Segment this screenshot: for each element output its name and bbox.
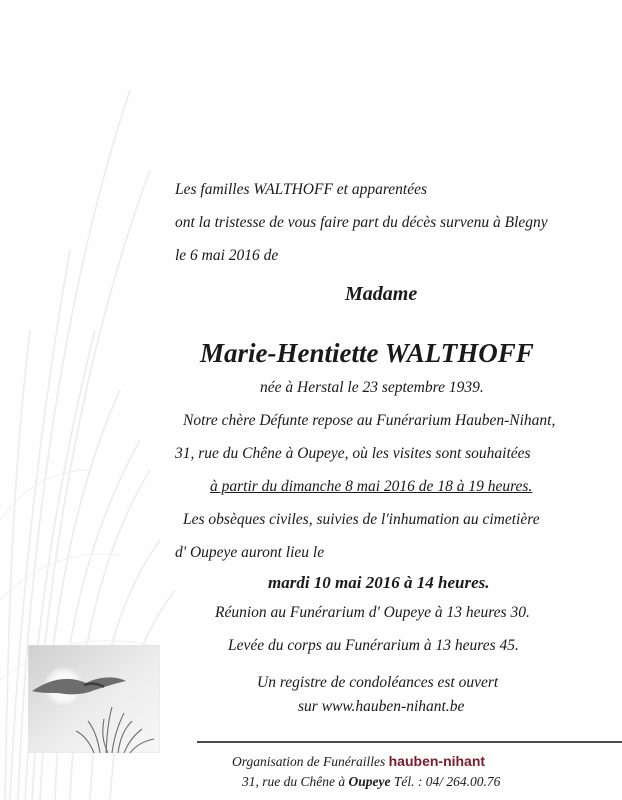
phone-number: Tél. : 04/ 264.00.76 xyxy=(393,774,501,789)
register-line: Un registre de condoléances est ouvert xyxy=(257,674,499,691)
organisation-label: Organisation de Funérailles xyxy=(232,754,386,769)
death-notice-line: ont la tristesse de vous faire part du décès survenu à Blegny xyxy=(175,214,548,231)
rest-location-line: Notre chère Défunte repose au Funérarium Hauben-Nihant, xyxy=(183,412,556,429)
deceased-name: Marie-Hentiette WALTHOFF xyxy=(200,338,534,368)
visit-time-line: à partir du dimanche 8 mai 2016 de 18 à 19 heures. xyxy=(210,478,533,495)
honorific-title: Madame xyxy=(345,283,418,305)
heron-sunset-picture xyxy=(28,645,160,753)
intro-line: Les familles WALTHOFF et apparentées xyxy=(175,181,428,198)
funeral-info-line: Les obsèques civiles, suivies de l'inhumation au cimetière xyxy=(183,511,540,528)
funeral-date-line: mardi 10 mai 2016 à 14 heures. xyxy=(268,573,490,592)
levee-line: Levée du corps au Funérarium à 13 heures 45. xyxy=(228,637,519,654)
footer-divider xyxy=(197,741,622,743)
footer-address-line xyxy=(242,773,500,791)
funeral-home-brand: hauben-nihant xyxy=(388,753,486,769)
funeral-place-line: d' Oupeye auront lieu le xyxy=(175,544,325,561)
address-town: Oupeye xyxy=(348,774,391,789)
birth-line: née à Herstal le 23 septembre 1939. xyxy=(260,379,484,396)
rest-address-line: 31, rue du Chêne à Oupeye, où les visites sont souhaitées xyxy=(175,445,531,462)
footer-organisation-line xyxy=(232,752,485,771)
death-date-line: le 6 mai 2016 de xyxy=(175,247,279,264)
meeting-line: Réunion au Funérarium d' Oupeye à 13 heures 30. xyxy=(215,604,530,621)
register-url-line[interactable]: sur www.hauben-nihant.be xyxy=(298,698,465,715)
address-prefix: 31, rue du Chêne à xyxy=(242,774,346,789)
